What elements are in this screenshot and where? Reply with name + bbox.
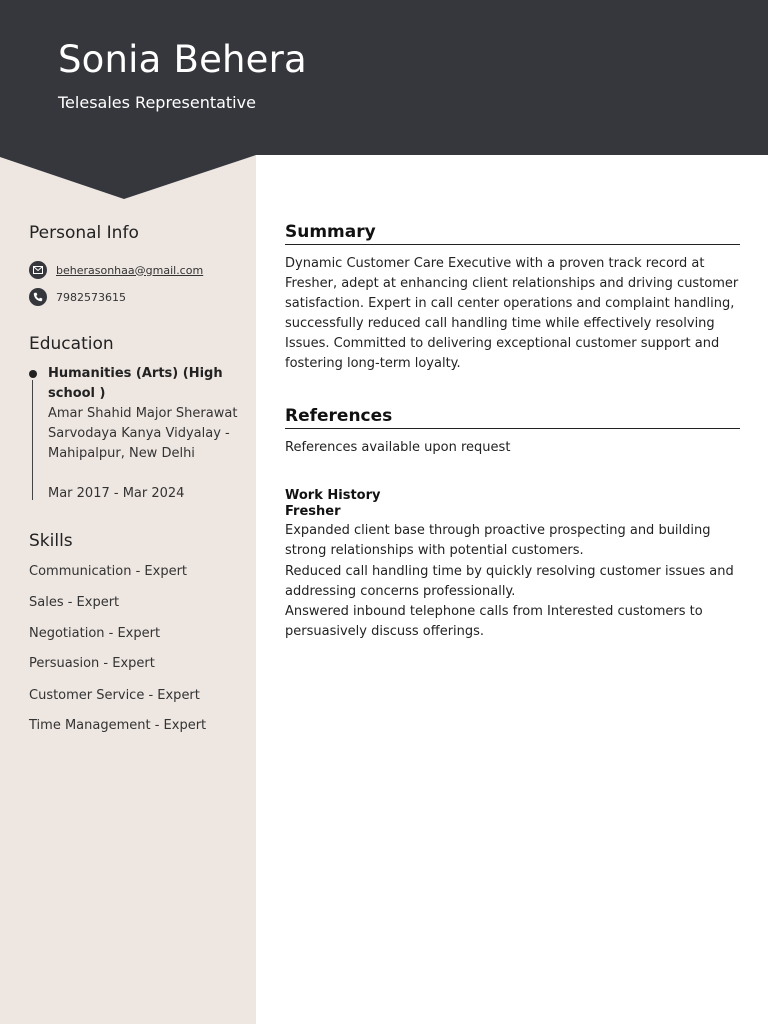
references-heading: References xyxy=(285,406,740,429)
work-history-label: Work History xyxy=(285,488,381,503)
summary-text: Dynamic Customer Care Executive with a proven track record at Fresher, adept at enhancing client relationships and driving customer satisfaction. Expert in call center operations and complaint handling, successfully reduced call handling time while effectively resolving Issues. Committed to delivering exceptional customer support and fostering long-term loyalty. xyxy=(285,256,739,371)
timeline-line xyxy=(32,380,33,500)
skill-item: Customer Service - Expert xyxy=(29,688,200,703)
skill-item: Communication - Expert xyxy=(29,564,188,579)
timeline-dot xyxy=(29,370,37,378)
resume-header xyxy=(0,0,768,155)
phone-row xyxy=(29,288,126,306)
work-history-line: Expanded client base through proactive prospecting and building strong relationships with potential customers. xyxy=(285,523,711,558)
phone-number: 7982573615 xyxy=(56,290,126,304)
email-link[interactable]: beherasonhaa@gmail.com xyxy=(56,263,204,277)
skill-item: Persuasion - Expert xyxy=(29,656,155,671)
work-history-company: Fresher xyxy=(285,504,341,519)
skill-item: Negotiation - Expert xyxy=(29,626,161,641)
skill-item: Time Management - Expert xyxy=(29,718,207,733)
education-dates: Mar 2017 - Mar 2024 xyxy=(48,486,185,501)
work-history-line: Answered inbound telephone calls from Interested customers to persuasively discuss offerings. xyxy=(285,604,703,639)
education-degree: Humanities (Arts) (High school ) xyxy=(48,366,223,401)
envelope-icon xyxy=(29,261,47,279)
work-history-line: Reduced call handling time by quickly resolving customer issues and addressing concerns professionally. xyxy=(285,564,734,599)
header-chevron xyxy=(0,154,256,200)
sidebar xyxy=(0,155,256,1024)
skill-item: Sales - Expert xyxy=(29,595,120,610)
education-school: Amar Shahid Major Sherawat Sarvodaya Kanya Vidyalay - Mahipalpur, New Delhi xyxy=(48,406,238,461)
phone-icon xyxy=(29,288,47,306)
personal-info-heading: Personal Info xyxy=(29,223,139,243)
candidate-title: Telesales Representative xyxy=(58,93,256,112)
skills-heading: Skills xyxy=(29,531,73,551)
references-text: References available upon request xyxy=(285,440,511,455)
education-heading: Education xyxy=(29,334,114,354)
candidate-name: Sonia Behera xyxy=(58,38,307,81)
summary-heading: Summary xyxy=(285,222,740,245)
email-row xyxy=(29,261,203,279)
